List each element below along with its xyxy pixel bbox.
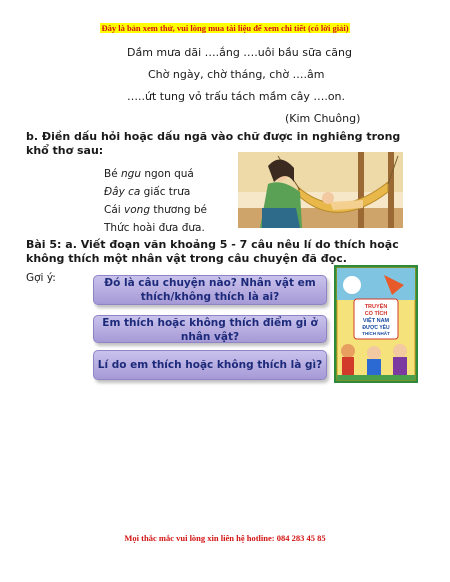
- hint-bubble-2: Em thích hoặc không thích điểm gì ở nhân vật?: [93, 315, 327, 343]
- poem-line-1: Dầm mưa dãi ….ắng ….uôi bầu sữa căng: [127, 46, 352, 59]
- exercise-b-heading: b. Điền dấu hỏi hoặc dấu ngã vào chữ được in nghiêng trong khổ thơ sau:: [26, 130, 401, 157]
- book-title-1: TRUYỆN: [364, 304, 388, 310]
- hotline-footer: Mọi thắc mắc vui lòng xin liên hệ hotline: 084 283 45 85: [124, 533, 326, 543]
- poem-line-2: Chờ ngày, chờ tháng, chờ ….âm: [148, 68, 325, 81]
- verse-line-4: Thức hoài đưa đưa.: [104, 222, 205, 234]
- hint-bubble-1: Đó là câu chuyện nào? Nhân vật em thích/không thích là ai?: [93, 275, 327, 305]
- poem-author: (Kim Chuông): [285, 112, 361, 125]
- book-title-2: CỔ TÍCH: [364, 311, 388, 317]
- hint-bubble-3: Lí do em thích hoặc không thích là gì?: [93, 350, 327, 380]
- exercise-5-heading: Bài 5: a. Viết đoạn văn khoảng 5 - 7 câu nêu lí do thích hoặc không thích một nhân vật trong câu chuyện đã đọc.: [26, 238, 399, 265]
- book-title-5: THÍCH NHẤT: [362, 331, 390, 336]
- verse-line-2: Đây ca giấc trưa: [104, 186, 191, 198]
- fairy-tale-book-cover: [334, 265, 418, 383]
- verse-line-3: Cái vong thương bé: [104, 204, 207, 216]
- poem-line-3: …..ứt tung vỏ trấu tách mầm cây ….on.: [127, 90, 346, 103]
- book-title-3: VIỆT NAM: [362, 318, 390, 324]
- verse-line-1: Bé ngu ngon quá: [104, 168, 194, 180]
- preview-banner: Đây là bản xem thử, vui lòng mua tài liệu để xem chi tiết (có lời giải): [101, 23, 349, 33]
- mother-hammock-illustration: [238, 152, 403, 228]
- hint-label: Gợi ý:: [26, 272, 56, 284]
- book-title-4: ĐƯỢC YÊU: [362, 325, 390, 331]
